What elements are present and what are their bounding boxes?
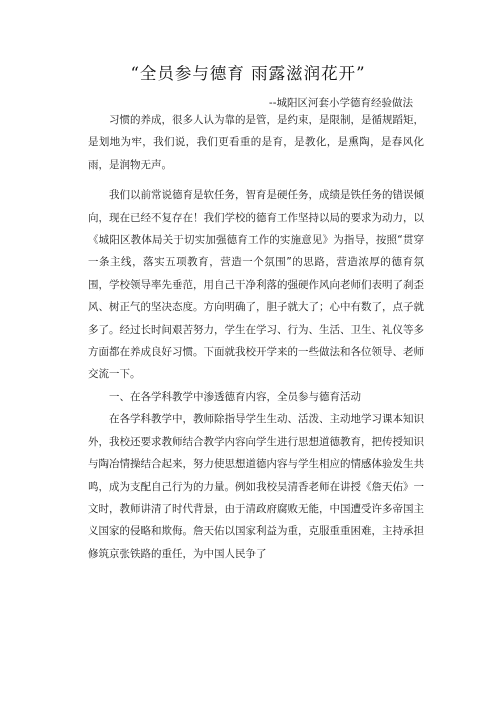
document-title: “全员参与德育 雨露滋润花开” [130, 64, 366, 83]
document-body [88, 109, 424, 565]
paragraph-moral-education: 我们以前常说德育是软任务，智育是硬任务，成绩是铁任务的错误倾向，现在已经不复存在！我们学校的德育工作坚持以局的要求为动力，以《城阳区教体局关于切实加强德育工作的实施意见》为指导，按照“贯穿一条主线，落实五项教育，营造一个氛围”的思路，营造浓厚的德育氛围，学校领导率先垂范，用自己干净利落的强硬作风向老师们表明了刹歪风、树正气的坚决态度。方向明确了，胆子就大了；心中有数了，点子就多了。经过长时间艰苦努力，学生在学习、行为、生活、卫生、礼仪等多方面都在养成良好习惯。下面就我校开学来的一些做法和各位领导、老师交流一下。 [88, 189, 424, 381]
document-subtitle: --城阳区河套小学德育经验做法 [268, 97, 413, 109]
section-heading-1: 一、在各学科教学中渗透德育内容，全员参与德育活动 [109, 390, 361, 403]
paragraph-habits: 习惯的养成，很多人认为靠的是管，是约束，是限制，是循规蹈矩，是划地为牢，我们说，我们更看重的是育，是教化，是熏陶，是春风化雨，是润物无声。 [88, 114, 424, 171]
paragraph-subject-teaching: 在各学科教学中，教师除指导学生生动、活泼、主动地学习课本知识外，我校还要求教师结合教学内容向学生进行思想道德教育，把传授知识与陶冶情操结合起来，努力使思想道德内容与学生相应的情感体验发生共鸣，成为支配自己行为的力量。例如我校吴清香老师在讲授《詹天佑》一文时，教师讲清了时代背景，由于清政府腐败无能，中国遭受许多帝国主义国家的侵略和欺侮。詹天佑以国家利益为重，克服重重困难，主持承担修筑京张铁路的重任，为中国人民争了 [88, 413, 424, 560]
